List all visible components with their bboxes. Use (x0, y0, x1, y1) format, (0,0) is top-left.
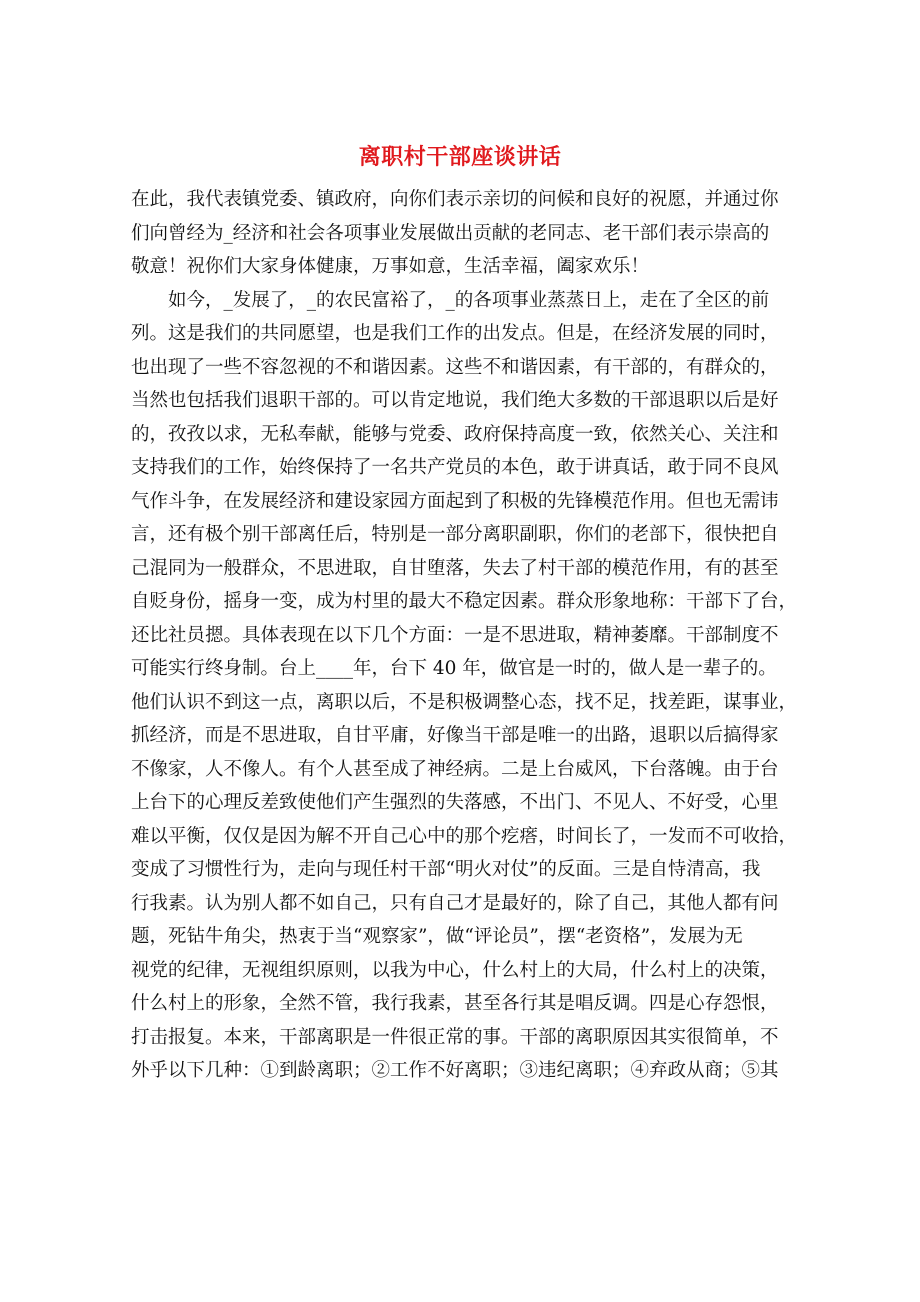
text-line: 也出现了一些不容忽视的不和谐因素。这些不和谐因素，有干部的，有群众的， (131, 356, 779, 378)
text-line: 什么村上的形象，全然不管，我行我素，甚至各行其是唱反调。四是心存怨恨， (131, 993, 779, 1014)
text-line: 当然也包括我们退职干部的。可以肯定地说，我们绝大多数的干部退职以后是好 (131, 390, 779, 411)
text-line: 己混同为一般群众，不思进取，自甘堕落，失去了村干部的模范作用，有的甚至 (131, 557, 779, 579)
text-line: 气作斗争，在发展经济和建设家园方面起到了积极的先锋模范作用。但也无需讳 (131, 490, 779, 512)
text-line: 视党的纪律，无视组织原则，以我为中心，什么村上的大局，什么村上的决策， (131, 959, 779, 981)
text-line: 敬意！祝你们大家身体健康，万事如意，生活幸福，阖家欢乐！ (131, 256, 650, 277)
text-line: 如今，_发展了，_的农民富裕了，_的各项事业蒸蒸日上，走在了全区的前 (168, 289, 770, 311)
text-line: 的，孜孜以求，无私奉献，能够与党委、政府保持高度一致，依然关心、关注和 (131, 423, 779, 445)
paragraph-1 (131, 183, 791, 284)
text-line: 他们认识不到这一点，离职以后，不是积极调整心态，找不足，找差距，谋事业， (131, 691, 798, 713)
text-line: 变成了习惯性行为，走向与现任村干部“明火对仗”的反面。三是自恃清高，我 (131, 859, 761, 880)
document-body (131, 183, 798, 1088)
text-line: 列。这是我们的共同愿望，也是我们工作的出发点。但是，在经济发展的同时， (131, 323, 779, 344)
text-line: 打击报复。本来，干部离职是一件很正常的事。干部的离职原因其实很简单，不 (131, 1026, 779, 1048)
text-line: 外乎以下几种：①到龄离职；②工作不好离职；③违纪离职；④弃政从商；⑤其 (131, 1060, 779, 1081)
text-line: 抓经济，而是不思进取，自甘平庸，好像当干部是唯一的出路，退职以后搞得家 (131, 725, 779, 746)
text-line: 题，死钻牛角尖，热衷于当“观察家”，做“评论员”，摆“老资格”，发展为无 (131, 926, 743, 947)
paragraph-2 (131, 284, 798, 1088)
text-line: 不像家，人不像人。有个人甚至成了神经病。二是上台威风，下台落魄。由于台 (131, 758, 779, 780)
text-line: 支持我们的工作，始终保持了一名共产党员的本色，敢于讲真话，敢于同不良风 (131, 457, 779, 478)
text-line: 行我素。认为别人都不如自己，只有自己才是最好的，除了自己，其他人都有问 (131, 892, 779, 914)
text-line: 上台下的心理反差致使他们产生强烈的失落感，不出门、不见人、不好受，心里 (131, 792, 779, 813)
text-line: 在此，我代表镇党委、镇政府，向你们表示亲切的问候和良好的祝愿，并通过你 (131, 189, 779, 210)
text-line: 们向曾经为_经济和社会各项事业发展做出贡献的老同志、老干部们表示崇高的 (131, 222, 770, 244)
text-line: 可能实行终身制。台上____年，台下 40 年，做官是一时的，做人是一辈子的。 (131, 658, 777, 679)
text-line: 难以平衡，仅仅是因为解不开自己心中的那个疙瘩，时间长了，一发而不可收拾， (131, 825, 798, 847)
text-line: 还比社员摁。具体表现在以下几个方面：一是不思进取，精神萎靡。干部制度不 (131, 624, 779, 646)
page-title: 离职村干部座谈讲话 (358, 144, 562, 170)
text-line: 言，还有极个别干部离任后，特别是一部分离职副职，你们的老部下，很快把自 (131, 524, 779, 545)
text-line: 自贬身份，摇身一变，成为村里的最大不稳定因素。群众形象地称：干部下了台， (131, 591, 798, 612)
